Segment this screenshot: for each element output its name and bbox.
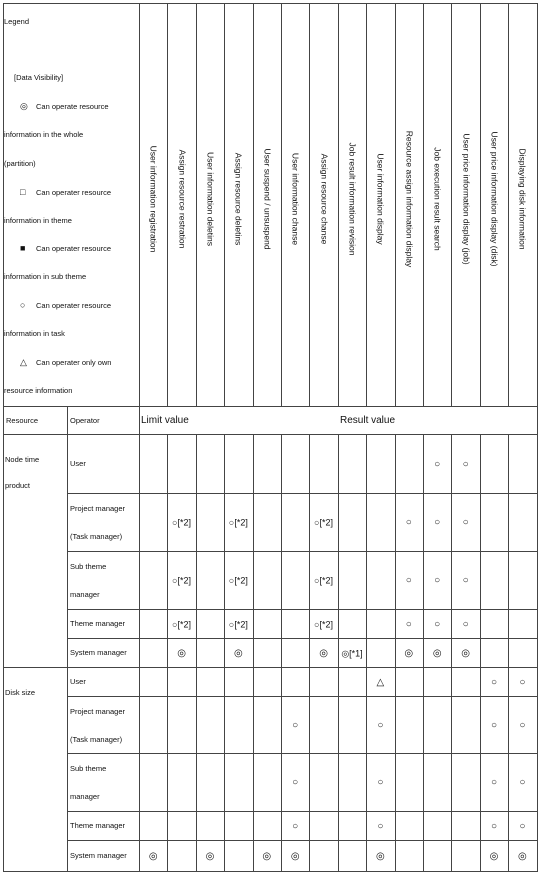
resource-name: Node time product (5, 455, 40, 490)
data-col-line (395, 434, 396, 871)
permission-mark: ○ (405, 618, 412, 630)
permission-mark: ◎ (234, 647, 243, 659)
header-col-line (139, 3, 140, 406)
permission-mark: ◎ (177, 647, 186, 659)
permission-mark: ○[*2] (172, 619, 192, 629)
legend-symbol: ◎ (20, 101, 28, 111)
permission-mark: ○ (519, 777, 526, 788)
column-header: User price information display (job) (460, 132, 471, 265)
legend-symbol: ○ (20, 300, 26, 310)
header-divider (3, 406, 537, 407)
permission-mark: ○[*2] (228, 517, 248, 528)
data-col-line (451, 434, 452, 871)
result-value-header: Result value (340, 415, 396, 426)
row-line (67, 840, 537, 841)
permission-mark: ○ (434, 618, 441, 630)
operator-label: manager (70, 590, 100, 599)
legend-text: information in task (4, 329, 65, 338)
operator-label: Sub theme (70, 764, 107, 773)
data-col-line (423, 434, 424, 871)
operator-label: User (70, 458, 86, 468)
row-line (67, 551, 537, 552)
permission-mark: ○ (377, 777, 384, 788)
data-col-line (480, 434, 481, 871)
header-col-line (167, 3, 168, 406)
permission-mark: ○[*2] (228, 619, 248, 629)
header-col-line (309, 3, 310, 406)
header-col-line (395, 3, 396, 406)
permission-mark: ○ (519, 820, 526, 832)
permission-mark: ◎ (290, 850, 300, 862)
operator-label: Project manager (70, 504, 126, 513)
header-col-line (480, 3, 481, 406)
column-header: User information chanse (290, 152, 301, 245)
column-header: User suspend / unsuspend (262, 147, 273, 250)
column-header: Job result information revision (347, 142, 358, 255)
permission-mark: ○ (434, 458, 441, 470)
permission-mark: △ (376, 676, 385, 688)
column-header: User information display (375, 152, 386, 245)
legend-text: information in the whole (4, 130, 84, 139)
operator-label: Theme manager (70, 820, 126, 830)
permission-mark: ◎[*1] (341, 648, 363, 658)
permission-mark: ○ (462, 517, 469, 528)
permission-mark: ◎ (432, 647, 442, 659)
header-col-line (196, 3, 197, 406)
permission-mark: ○ (377, 820, 384, 832)
data-col-line (338, 434, 339, 871)
row-line (67, 434, 537, 435)
column-header: Job execution result search (432, 146, 443, 251)
operator-label: (Task manager) (70, 532, 123, 541)
header-col-line (253, 3, 254, 406)
permission-mark: ◎ (404, 647, 414, 659)
operator-label: System manager (70, 850, 127, 860)
permission-mark: ○[*2] (228, 575, 248, 586)
operator-label: (Task manager) (70, 734, 123, 744)
row-line (67, 493, 537, 494)
legend-text: resource information (4, 386, 73, 395)
column-header: Assign resource deletins (233, 152, 244, 245)
column-header: Assign resource chanse (318, 153, 329, 244)
permission-mark: ○ (462, 458, 469, 470)
legend-symbol: ■ (20, 243, 26, 253)
legend-text: Can operater resource (36, 188, 112, 197)
row-line (67, 871, 537, 872)
column-header: User information deletins (205, 151, 216, 246)
operator-label: Sub theme (70, 562, 107, 571)
header-col-line (224, 3, 225, 406)
permission-mark: ◎ (376, 850, 385, 862)
permission-mark: ○ (292, 820, 299, 832)
row-line (67, 609, 537, 610)
operator-header: Operator (70, 416, 100, 425)
permission-mark: ○ (462, 575, 469, 586)
permission-mark: ○ (377, 719, 384, 731)
operator-label: Theme manager (70, 618, 126, 628)
permission-mark: ○ (490, 820, 498, 832)
data-col-line (224, 434, 225, 871)
data-col-line (508, 434, 509, 871)
legend-text: Can operate resource (36, 102, 109, 111)
group-divider (3, 667, 537, 668)
resource-header: Resource (6, 416, 39, 425)
permission-mark: ○ (405, 575, 412, 586)
operator-label: Project manager (70, 706, 126, 716)
operator-label: System manager (70, 647, 127, 657)
permission-mark: ◎ (518, 850, 527, 862)
permission-mark: ○[*2] (314, 517, 334, 528)
limit-value-header: Limit value (141, 415, 189, 426)
header-col-line (537, 3, 538, 406)
column-header: User information registration (148, 145, 159, 252)
header-col-line (451, 3, 452, 406)
permission-mark: ○ (490, 676, 498, 688)
header-col-line (423, 3, 424, 406)
column-header: User price information display (disk) (489, 130, 500, 267)
permission-mark: ○[*2] (314, 619, 334, 629)
permission-mark: ○ (490, 777, 498, 788)
permission-mark: ◎ (461, 647, 470, 659)
permission-mark: ◎ (205, 850, 215, 862)
row-line (67, 638, 537, 639)
permission-mark: ○ (490, 719, 498, 731)
table-border-top (3, 3, 537, 4)
column-header: Assign resource restration (176, 149, 187, 248)
permission-mark: ◎ (489, 850, 499, 862)
data-col-line (167, 434, 168, 871)
operator-label: User (70, 676, 86, 686)
permission-mark: ○[*2] (172, 575, 192, 586)
permission-mark: ○ (434, 575, 441, 586)
permission-mark: ○ (434, 517, 441, 528)
permission-mark: ○[*2] (314, 575, 334, 586)
permission-mark: ◎ (319, 647, 328, 659)
row-line (67, 811, 537, 812)
data-col-line (253, 434, 254, 871)
legend-title: Legend (4, 17, 30, 26)
legend-text: Can operater resource (36, 301, 112, 310)
legend-symbol: △ (20, 357, 27, 367)
permission-mark: ○ (292, 777, 299, 788)
permission-mark: ○ (292, 719, 299, 731)
permission-mark: ◎ (262, 850, 272, 862)
column-header: Displaying disk information (517, 147, 528, 250)
data-col-line (281, 434, 282, 871)
data-col-line (309, 434, 310, 871)
row-line (67, 753, 537, 754)
legend-text: (partition) (4, 159, 36, 168)
header-col-line (338, 3, 339, 406)
legend-text: information in theme (4, 216, 72, 225)
header-col-line (281, 3, 282, 406)
legend-text: Can operater only own (36, 358, 112, 367)
legend-text: information in sub theme (4, 272, 87, 281)
column-header: Resource assign information display (404, 130, 415, 267)
permission-mark: ◎ (148, 850, 158, 862)
header-col-line (366, 3, 367, 406)
permission-mark: ○ (519, 676, 526, 688)
permission-mark: ○ (462, 618, 469, 630)
legend-text: Can operater resource (36, 244, 112, 253)
permission-mark: ○ (519, 719, 526, 731)
operator-label: manager (70, 792, 100, 801)
permission-mark: ○[*2] (172, 517, 192, 528)
legend-symbol: □ (20, 187, 26, 197)
table-border-left (3, 3, 4, 871)
data-col-line (537, 434, 538, 871)
header-col-line (508, 3, 509, 406)
resource-name: Disk size (5, 688, 36, 697)
permission-mark: ○ (405, 517, 412, 528)
data-col-line (366, 434, 367, 871)
row-line (67, 696, 537, 697)
legend-heading: [Data Visibility] (14, 73, 64, 82)
data-col-line (196, 434, 197, 871)
